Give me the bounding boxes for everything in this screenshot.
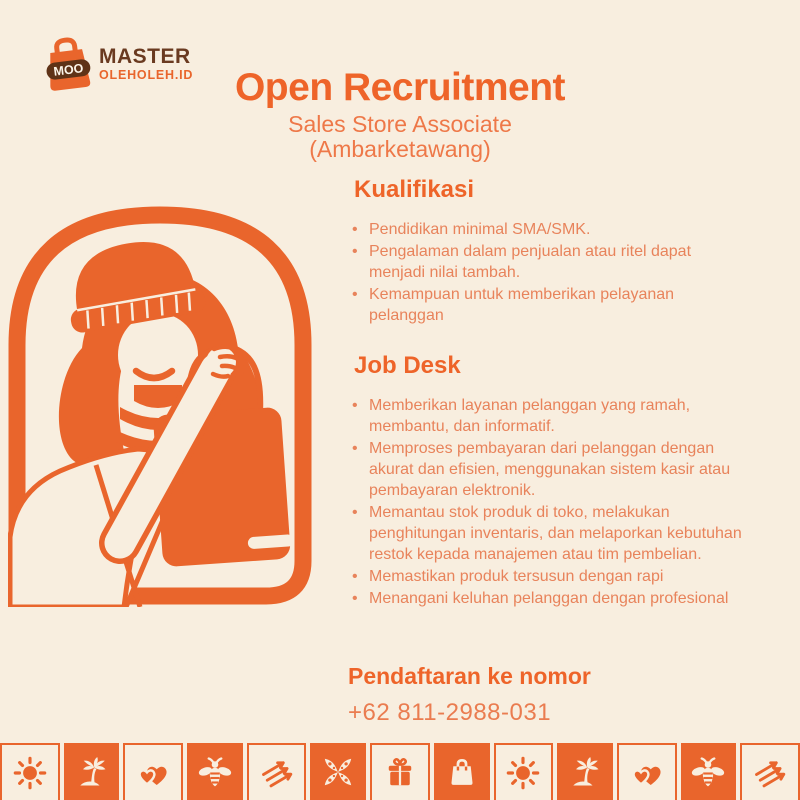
flower-tile (310, 743, 366, 800)
gift-icon (382, 755, 418, 791)
bag-tile (434, 743, 490, 800)
bee-tile (681, 743, 737, 800)
decorative-tile-border (0, 743, 800, 800)
bee-tile (187, 743, 243, 800)
jobdesk-list (348, 395, 750, 609)
bag-icon (444, 754, 480, 790)
registration-phone-number: +62 811-2988-031 (348, 699, 552, 726)
subtitle-line2: (Ambarketawang) (309, 136, 491, 162)
palm-tile (64, 743, 120, 800)
hearts-tile (123, 743, 183, 800)
jobdesk-item: • Menangani keluhan pelanggan dengan profesional (352, 588, 750, 609)
page-subtitle (0, 112, 800, 162)
kualifikasi-item: • Kemampuan untuk memberikan pelayanan pelanggan (352, 284, 750, 326)
sun-icon (12, 755, 48, 791)
sun-icon (505, 755, 541, 791)
arrows-tile (740, 743, 800, 800)
page-title: Open Recruitment (234, 66, 566, 109)
arrows-icon (259, 755, 295, 791)
bee-icon (690, 754, 726, 790)
kualifikasi-item: • Pendidikan minimal SMA/SMK. (352, 219, 750, 240)
subtitle-line1: Sales Store Associate (288, 111, 512, 137)
palm-tile (557, 743, 613, 800)
hearts-tile (617, 743, 677, 800)
registration-label: Pendaftaran ke nomor (348, 663, 591, 689)
kualifikasi-list (348, 219, 750, 326)
sun-tile (494, 743, 554, 800)
registration-info (348, 663, 591, 727)
flower-icon (320, 754, 356, 790)
bee-icon (197, 754, 233, 790)
logo-line1: MASTER (99, 45, 191, 68)
jobdesk-heading: Job Desk (354, 352, 461, 379)
hand (206, 347, 236, 377)
gift-tile (370, 743, 430, 800)
jobdesk-item: • Memproses pembayaran dari pelanggan dengan akurat dan efisien, menggunakan sistem kasir atau pembayaran elektronik. (352, 438, 750, 501)
jobdesk-item: • Memberikan layanan pelanggan yang ramah, membantu, dan informatif. (352, 395, 750, 437)
sun-tile (0, 743, 60, 800)
arrows-tile (247, 743, 307, 800)
kualifikasi-heading: Kualifikasi (354, 176, 475, 203)
kualifikasi-item: • Pengalaman dalam penjualan atau ritel dapat menjadi nilai tambah. (352, 241, 750, 283)
palm-icon (567, 754, 603, 790)
hearts-icon (135, 755, 171, 791)
jobdesk-item: • Memastikan produk tersusun dengan rapi (352, 566, 750, 587)
hearts-icon (629, 755, 665, 791)
arrows-icon (752, 755, 788, 791)
logo-badge-text: MOO (52, 61, 85, 79)
jobdesk-item: • Memantau stok produk di toko, melakukan penghitungan inventaris, dan melaporkan kebutuhan restok kepada manajemen atau tim pembelian. (352, 502, 750, 565)
content-column (348, 176, 750, 635)
logo-line2: OLEHOLEH.ID (99, 68, 194, 82)
woman-shopping-illustration (8, 203, 312, 607)
palm-icon (74, 754, 110, 790)
